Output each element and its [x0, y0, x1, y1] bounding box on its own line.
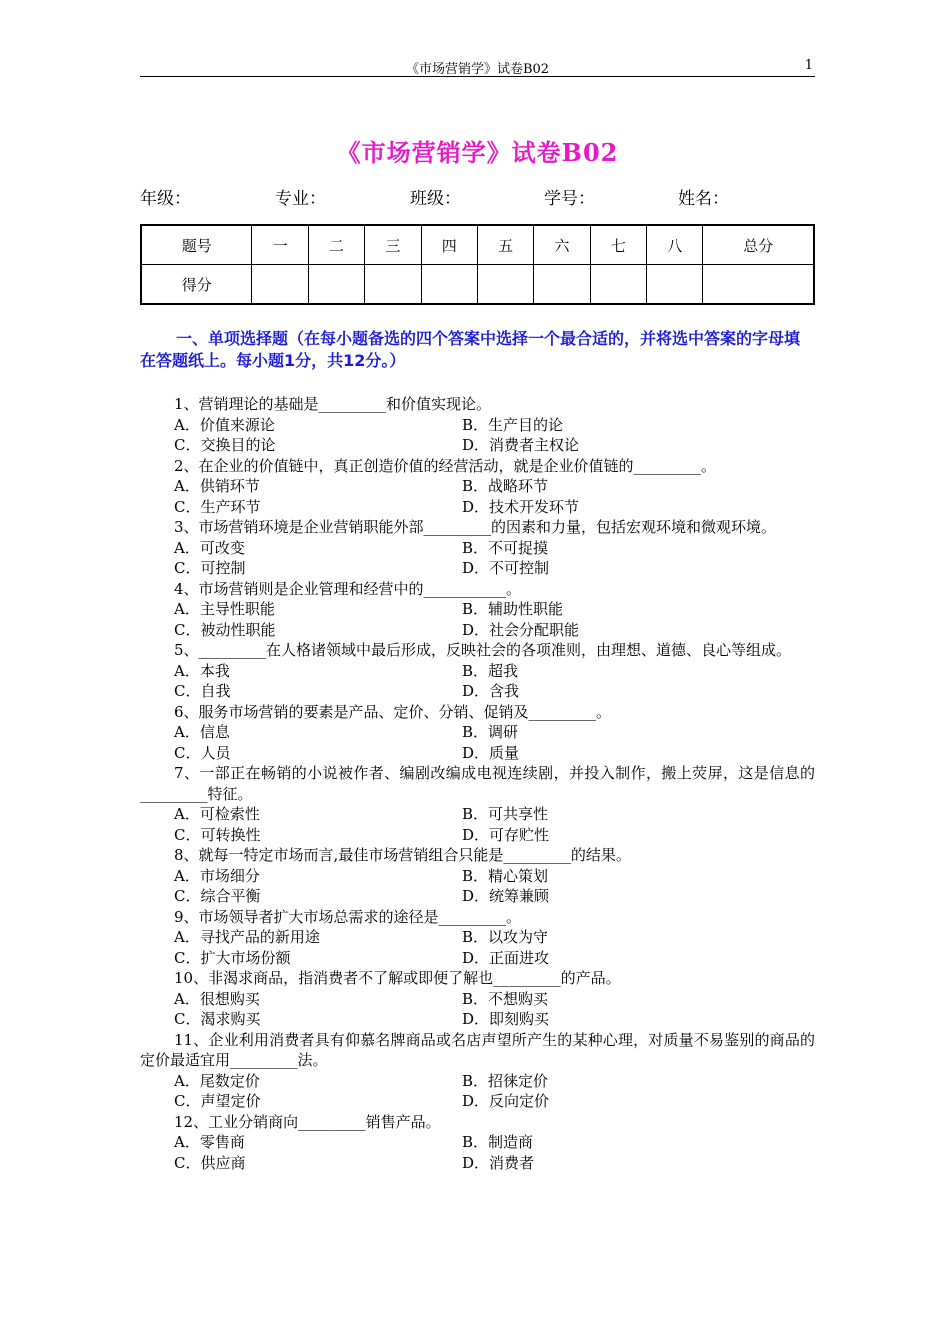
score-header-cell: 题号	[141, 225, 252, 265]
option-a: A．价值来源论	[174, 415, 275, 434]
question-stem: 8、就每一特定市场而言,最佳市场营销组合只能是_________的结果。	[174, 846, 631, 864]
score-header-cell: 一	[252, 225, 308, 265]
option-a: A．尾数定价	[174, 1071, 260, 1090]
options-row	[140, 866, 815, 887]
option-b: B．不可捉摸	[462, 538, 549, 557]
score-header-cell: 四	[421, 225, 477, 265]
question-stem: 7、一部正在畅销的小说被作者、编剧改编成电视连续剧，并投入制作，搬上荧屏，这是信息的_________特征。	[140, 764, 815, 803]
question-item	[140, 1030, 815, 1112]
options-row	[140, 743, 815, 764]
option-c: C．扩大市场份额	[174, 948, 291, 967]
class-label: 班级：	[410, 189, 461, 209]
student-info-line	[140, 184, 815, 208]
question-list	[140, 394, 815, 1173]
question-item	[140, 763, 815, 845]
score-cell	[703, 265, 814, 305]
option-b: B．生产目的论	[462, 415, 564, 434]
options-row	[140, 497, 815, 518]
score-header-cell: 六	[534, 225, 590, 265]
option-c: C．生产环节	[174, 497, 261, 516]
option-d: D．质量	[462, 743, 520, 762]
option-c: C．声望定价	[174, 1092, 261, 1110]
question-stem: 2、在企业的价值链中，真正创造价值的经营活动，就是企业价值链的_________。	[174, 456, 717, 475]
option-d: D．反向定价	[462, 1092, 550, 1110]
option-b: B．不想购买	[462, 989, 549, 1008]
question-stem: 3、市场营销环境是企业营销职能外部_________的因素和力量，包括宏观环境和微观环境。	[174, 518, 777, 536]
score-cell	[421, 265, 477, 305]
options-row	[140, 599, 815, 620]
question-stem: 11、企业利用消费者具有仰慕名牌商品或名店声望所产生的某种心理，对质量不易鉴别的商品的定价最适宜用_________法。	[140, 1030, 815, 1069]
options-row	[140, 948, 815, 969]
score-table-score-row	[141, 265, 814, 305]
question-item	[140, 1112, 815, 1174]
options-row	[140, 415, 815, 436]
option-b: B．可共享性	[462, 805, 549, 823]
score-cell	[308, 265, 364, 305]
option-b: B．招徕定价	[462, 1071, 549, 1090]
question-item	[140, 968, 815, 1030]
score-cell	[365, 265, 421, 305]
option-d: D．不可控制	[462, 559, 550, 577]
question-item	[140, 394, 815, 456]
question-stem: 12、工业分销商向_________销售产品。	[174, 1112, 441, 1131]
page-number: 1	[804, 58, 813, 73]
question-item	[140, 702, 815, 764]
options-row	[140, 681, 815, 702]
option-b: B．辅助性职能	[462, 600, 564, 618]
option-c: C．供应商	[174, 1153, 246, 1172]
score-cell	[534, 265, 590, 305]
option-c: C．渴求购买	[174, 1010, 261, 1028]
option-b: B．以攻为守	[462, 928, 549, 946]
option-c: C．被动性职能	[174, 620, 276, 639]
option-c: C．交换目的论	[174, 436, 276, 454]
question-stem: 6、服务市场营销的要素是产品、定价、分销、促销及_________。	[174, 702, 612, 721]
major-label: 专业：	[275, 189, 326, 209]
question-stem: 9、市场领导者扩大市场总需求的途径是_________。	[174, 907, 522, 926]
option-b: B．调研	[462, 723, 519, 741]
option-a: A．可改变	[174, 538, 245, 557]
question-stem: 10、非渴求商品，指消费者不了解或即便了解也_________的产品。	[174, 969, 621, 987]
option-a: A．主导性职能	[174, 600, 275, 618]
options-row	[140, 435, 815, 456]
options-row	[140, 538, 815, 559]
options-row	[140, 804, 815, 825]
options-row	[140, 1071, 815, 1092]
score-header-cell: 七	[590, 225, 646, 265]
question-item	[140, 640, 815, 702]
page-header	[140, 58, 815, 77]
grade-label: 年级：	[140, 189, 191, 209]
option-c: C．人员	[174, 743, 231, 762]
question-stem: 5、_________在人格诸领域中最后形成，反映社会的各项准则，由理想、道德、良心等组成。	[174, 641, 792, 659]
option-a: A．信息	[174, 723, 230, 741]
option-d: D．可存贮性	[462, 825, 550, 844]
option-a: A．很想购买	[174, 989, 260, 1008]
student-id-label: 学号：	[544, 189, 595, 209]
score-cell	[647, 265, 703, 305]
option-a: A．市场细分	[174, 866, 260, 885]
question-stem: 1、营销理论的基础是_________和价值实现论。	[174, 395, 492, 413]
option-c: C．自我	[174, 682, 231, 700]
option-d: D．含我	[462, 682, 520, 700]
option-b: B．战略环节	[462, 477, 549, 495]
option-d: D．消费者	[462, 1153, 535, 1172]
options-row	[140, 661, 815, 682]
option-d: D．正面进攻	[462, 948, 550, 967]
options-row	[140, 825, 815, 846]
options-row	[140, 558, 815, 579]
options-row	[140, 989, 815, 1010]
options-row	[140, 1153, 815, 1174]
options-row	[140, 476, 815, 497]
score-row-label: 得分	[141, 265, 252, 305]
option-c: C．可控制	[174, 559, 246, 577]
header-title: 《市场营销学》试卷B02	[405, 62, 550, 77]
score-header-cell: 总分	[703, 225, 814, 265]
option-b: B．超我	[462, 661, 519, 680]
question-item	[140, 517, 815, 579]
score-cell	[252, 265, 308, 305]
options-row	[140, 1132, 815, 1153]
score-header-cell: 八	[647, 225, 703, 265]
score-cell	[590, 265, 646, 305]
option-b: B．精心策划	[462, 866, 549, 885]
option-d: D．即刻购买	[462, 1010, 550, 1028]
score-table	[140, 224, 815, 305]
option-d: D．技术开发环节	[462, 497, 580, 516]
score-header-cell: 三	[365, 225, 421, 265]
options-row	[140, 1009, 815, 1030]
exam-title: 《市场营销学》试卷B02	[336, 138, 619, 167]
options-row	[140, 620, 815, 641]
option-c: C．综合平衡	[174, 887, 261, 905]
option-a: A．本我	[174, 661, 230, 680]
options-row	[140, 886, 815, 907]
score-header-cell: 五	[477, 225, 533, 265]
question-stem: 4、市场营销则是企业管理和经营中的___________。	[174, 579, 522, 598]
score-table-header-row	[141, 225, 814, 265]
option-d: D．社会分配职能	[462, 620, 580, 639]
score-header-cell: 二	[308, 225, 364, 265]
question-item	[140, 907, 815, 969]
option-c: C．可转换性	[174, 825, 261, 844]
option-a: A．零售商	[174, 1133, 245, 1151]
question-item	[140, 456, 815, 518]
options-row	[140, 1091, 815, 1112]
question-item	[140, 845, 815, 907]
name-label: 姓名：	[678, 189, 729, 209]
options-row	[140, 927, 815, 948]
option-b: B．制造商	[462, 1133, 534, 1151]
option-d: D．统筹兼顾	[462, 887, 550, 905]
options-row	[140, 722, 815, 743]
option-a: A．可检索性	[174, 805, 260, 823]
section-heading: 一、单项选择题（在每小题备选的四个答案中选择一个最合适的，并将选中答案的字母填在答题纸上。每小题1分，共12分。）	[140, 329, 801, 370]
option-a: A．寻找产品的新用途	[174, 928, 320, 946]
question-item	[140, 579, 815, 641]
score-cell	[477, 265, 533, 305]
option-a: A．供销环节	[174, 477, 260, 495]
option-d: D．消费者主权论	[462, 436, 580, 454]
